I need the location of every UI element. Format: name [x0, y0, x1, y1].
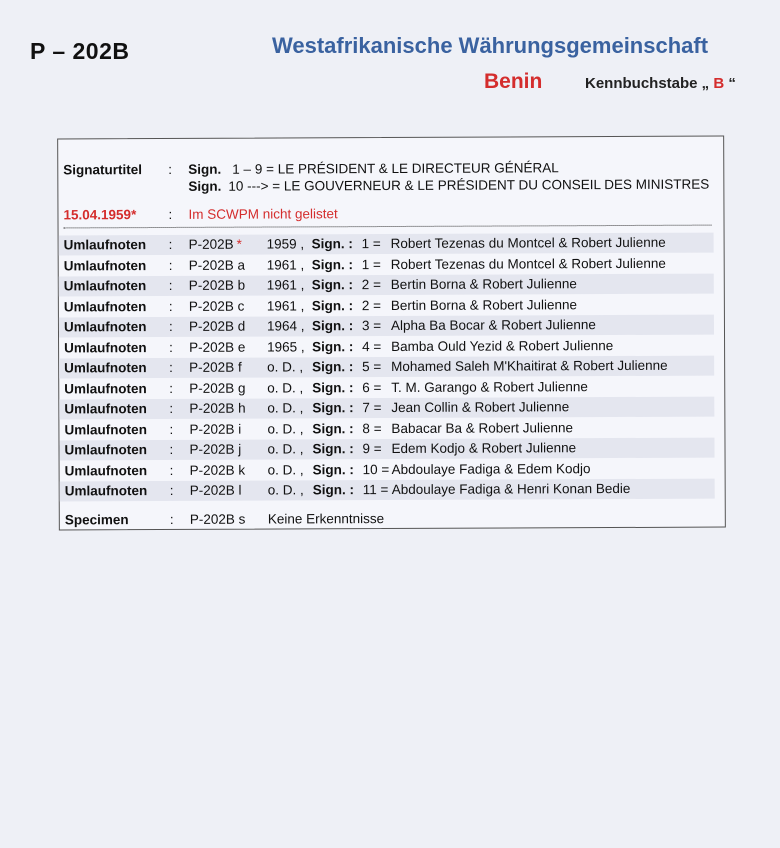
note-table [57, 136, 726, 531]
note-label: Umlaufnoten [64, 483, 148, 499]
note-label: Umlaufnoten [64, 380, 147, 396]
note-sign-number: 2 = [361, 277, 381, 293]
note-year: 1959 , [266, 236, 305, 252]
note-sign-number: 5 = [362, 359, 382, 375]
note-sign-number: 7 = [362, 400, 382, 416]
note-star: * [236, 236, 242, 252]
note-label: Umlaufnoten [64, 401, 147, 417]
country-name: Benin [484, 70, 543, 93]
note-sign: Sign. : [312, 400, 354, 416]
note-label: Umlaufnoten [64, 360, 147, 376]
note-signatories: Bertin Borna & Robert Julienne [390, 296, 578, 313]
note-signatories: Alpha Ba Bocar & Robert Julienne [390, 317, 596, 334]
note-signatories: Mohamed Saleh M'Khaitirat & Robert Julienne [391, 357, 668, 375]
note-sign: Sign. : [312, 420, 354, 436]
note-year: 1961 , [266, 256, 305, 273]
signature-title-label: Signaturtitel [63, 162, 143, 178]
note-sign: Sign. : [312, 461, 354, 477]
note-code: P-202B g [189, 380, 246, 396]
signature-title-colon: : [168, 161, 173, 177]
note-row [59, 356, 714, 379]
note-sign: Sign. : [312, 359, 354, 375]
note-year: o. D. , [267, 420, 304, 437]
date-note-text: Im SCWPM nicht gelistet [188, 206, 338, 222]
note-sign: Sign. : [312, 441, 354, 457]
note-sign-number: 11 = [362, 482, 389, 498]
note-code: P-202B c [188, 298, 245, 314]
note-sign: Sign. : [312, 338, 354, 354]
note-row [60, 479, 715, 502]
note-signatories: Babacar Ba & Robert Julienne [391, 419, 574, 436]
note-year: o. D. , [267, 379, 304, 396]
note-sign: Sign. : [311, 256, 353, 272]
note-label: Umlaufnoten [64, 339, 147, 355]
note-sign: Sign. : [311, 277, 354, 293]
signature-title-sign: Sign. [188, 178, 222, 194]
specimen-colon: : [169, 511, 174, 527]
identifier-letter-label: Kennbuchstabe „ [585, 75, 710, 92]
signature-title-range: 10 ---> = LE GOUVERNEUR & LE PRÉSIDENT DU CONSEIL DES MINISTRES [228, 176, 710, 194]
note-sign-number: 9 = [362, 441, 382, 457]
note-year: o. D. , [267, 441, 304, 457]
note-row [59, 438, 714, 461]
identifier-letter-close: “ [728, 75, 736, 92]
note-code: P-202B h [189, 400, 246, 416]
note-label: Umlaufnoten [63, 319, 147, 335]
note-code: P-202B f [189, 359, 242, 375]
note-colon: : [169, 421, 174, 437]
note-year: 1961 , [266, 277, 305, 293]
note-year: o. D. , [267, 461, 304, 478]
specimen-text: Keine Erkenntnisse [267, 511, 385, 527]
note-colon: : [168, 257, 173, 273]
note-row [59, 233, 714, 256]
identifier-letter-line [585, 75, 736, 92]
signature-title-range: 1 – 9 = LE PRÉSIDENT & LE DIRECTEUR GÉNÉRAL [232, 160, 559, 177]
note-signatories: Abdoulaye Fadiga & Henri Konan Bedie [391, 480, 631, 498]
note-row [59, 397, 714, 420]
note-signatories: Bertin Borna & Robert Julienne [390, 276, 577, 293]
note-signatories: T. M. Garango & Robert Julienne [391, 378, 588, 395]
specimen-code: P-202B s [189, 511, 246, 527]
note-colon: : [169, 462, 174, 478]
note-row [59, 315, 714, 338]
note-year: o. D. , [267, 359, 304, 375]
note-sign-number: 2 = [361, 297, 382, 313]
note-code: P-202B d [188, 318, 246, 334]
identifier-letter: B [713, 75, 725, 92]
date-note-colon: : [168, 206, 173, 222]
date-note-date: 15.04.1959* [63, 207, 137, 223]
note-sign-number: 1 = [361, 236, 381, 252]
note-signatories: Abdoulaye Fadiga & Edem Kodjo [391, 460, 591, 477]
note-colon: : [169, 482, 174, 498]
note-year: 1964 , [266, 318, 305, 334]
note-sign: Sign. : [311, 318, 354, 334]
note-code: P-202B k [189, 462, 246, 478]
note-sign-number: 4 = [362, 338, 382, 354]
signature-title-sign: Sign. [188, 161, 222, 177]
note-code: P-202B l [189, 482, 242, 498]
note-signatories: Bamba Ould Yezid & Robert Julienne [391, 337, 614, 354]
note-label: Umlaufnoten [64, 421, 147, 437]
note-year: o. D. , [267, 482, 304, 498]
note-sign-number: 1 = [361, 256, 381, 272]
note-signatories: Robert Tezenas du Montcel & Robert Julienne [390, 234, 666, 252]
note-row [59, 274, 714, 297]
note-colon: : [168, 277, 173, 293]
page-title: Westafrikanische Währungsgemeinschaft [272, 33, 709, 58]
note-sign-number: 8 = [362, 420, 382, 436]
note-colon: : [169, 339, 173, 355]
note-sign-number: 10 = [362, 461, 390, 477]
dotted-divider [64, 225, 712, 229]
note-label: Umlaufnoten [63, 237, 147, 253]
note-sign-number: 6 = [362, 379, 382, 395]
note-code: P-202B j [189, 441, 242, 457]
note-label: Umlaufnoten [63, 257, 147, 273]
note-label: Umlaufnoten [64, 462, 148, 478]
note-colon: : [169, 359, 173, 375]
note-label: Umlaufnoten [63, 298, 147, 314]
note-colon: : [169, 380, 174, 396]
note-label: Umlaufnoten [63, 278, 147, 294]
note-label: Umlaufnoten [64, 442, 148, 458]
note-year: 1961 , [266, 297, 305, 314]
note-sign: Sign. : [312, 482, 354, 498]
note-year: 1965 , [267, 338, 305, 355]
note-code: P-202B i [189, 421, 242, 437]
note-signatories: Robert Tezenas du Montcel & Robert Julienne [390, 255, 666, 272]
note-code: P-202B [188, 236, 234, 252]
note-signatories: Jean Collin & Robert Julienne [391, 399, 570, 416]
note-colon: : [168, 298, 173, 314]
note-code: P-202B e [189, 339, 246, 355]
note-colon: : [168, 318, 173, 334]
note-code: P-202B a [188, 257, 246, 273]
note-colon: : [169, 400, 174, 416]
note-year: o. D. , [267, 400, 304, 416]
note-signatories: Edem Kodjo & Robert Julienne [391, 440, 577, 457]
note-colon: : [169, 441, 174, 457]
note-sign: Sign. : [311, 236, 353, 252]
note-code: P-202B b [188, 277, 246, 293]
note-colon: : [168, 236, 173, 252]
specimen-label: Specimen [64, 512, 129, 528]
note-sign: Sign. : [311, 297, 354, 313]
note-sign: Sign. : [312, 379, 354, 395]
note-sign-number: 3 = [361, 318, 382, 334]
catalog-number: P – 202B [30, 38, 130, 64]
